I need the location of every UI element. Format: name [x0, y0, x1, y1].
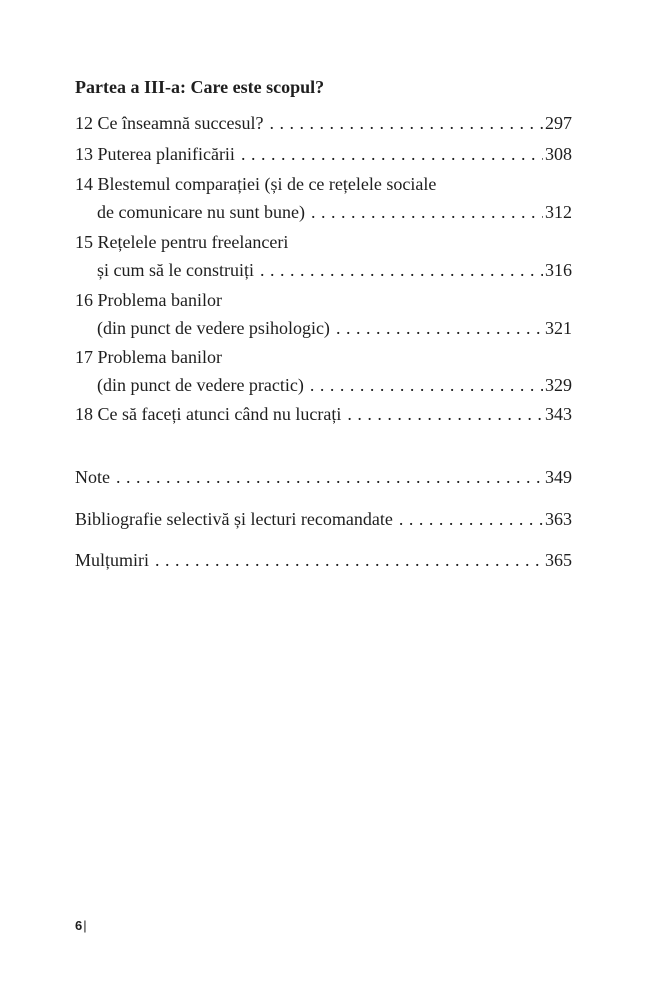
dot-leader — [260, 259, 543, 281]
toc-entry-title: 14 Blestemul comparației (și de ce rețelele sociale — [75, 174, 437, 194]
dot-leader — [116, 466, 543, 488]
toc-entry[interactable] — [75, 403, 572, 425]
toc-entry-line — [75, 231, 572, 253]
dot-leader — [336, 317, 543, 339]
toc-entry-title: 15 Rețelele pentru freelanceri — [75, 232, 289, 252]
toc-entry-page: 316 — [545, 260, 572, 280]
toc-entry[interactable] — [75, 231, 572, 281]
toc-entry-line — [75, 289, 572, 311]
dot-leader — [155, 549, 543, 571]
toc-entry-title: 18 Ce să faceți atunci când nu lucrați — [75, 404, 342, 424]
page-number — [75, 918, 87, 934]
toc-entry[interactable] — [75, 289, 572, 339]
toc-entry-page: 312 — [545, 202, 572, 222]
toc-entry-subtitle: și cum să le construiți — [97, 260, 254, 280]
dot-leader — [241, 143, 543, 165]
toc-entry-title: 12 Ce înseamnă succesul? — [75, 113, 264, 133]
toc-entry-title: 16 Problema banilor — [75, 290, 222, 310]
dot-leader — [269, 112, 543, 134]
toc-entry-page: 329 — [545, 375, 572, 395]
toc-entry[interactable] — [75, 143, 572, 165]
toc-entry-line — [75, 403, 572, 425]
toc-entry-page: 365 — [545, 550, 572, 570]
toc-entry-line — [75, 173, 572, 195]
dot-leader — [311, 201, 543, 223]
page-number-value: 6 — [75, 918, 83, 933]
toc-entry-title: Mulțumiri — [75, 550, 150, 570]
toc-entry[interactable] — [75, 346, 572, 396]
toc-entry-line — [75, 317, 572, 339]
toc-entry-page: 308 — [545, 144, 572, 164]
toc-entry-line — [75, 259, 572, 281]
toc-entry-page: 343 — [545, 404, 572, 424]
toc-entry-subtitle: (din punct de vedere practic) — [97, 375, 304, 395]
toc-entry-line — [75, 374, 572, 396]
toc-entry-subtitle: (din punct de vedere psihologic) — [97, 318, 330, 338]
dot-leader — [347, 403, 543, 425]
toc-entry-page: 363 — [545, 509, 572, 529]
toc-back-matter-entry[interactable] — [75, 466, 572, 488]
toc-entry-title: Bibliografie selectivă și lecturi recomandate — [75, 509, 393, 529]
toc-entry-title: 17 Problema banilor — [75, 347, 222, 367]
toc-entry-page: 321 — [545, 318, 572, 338]
toc-entry-page: 297 — [545, 113, 572, 133]
page-number-separator: | — [83, 918, 87, 933]
dot-leader — [310, 374, 543, 396]
toc-entry-page: 349 — [545, 467, 572, 487]
dot-leader — [399, 508, 543, 530]
toc-back-matter-entry[interactable] — [75, 549, 572, 571]
toc-entry[interactable] — [75, 112, 572, 134]
toc-entry-line — [75, 346, 572, 368]
toc-entry-title: 13 Puterea planificării — [75, 144, 235, 164]
toc-entry-line — [75, 508, 572, 530]
toc-entry-line — [75, 201, 572, 223]
toc-entry-line — [75, 466, 572, 488]
toc-entry-line — [75, 549, 572, 571]
toc-back-matter-entry[interactable] — [75, 508, 572, 530]
toc-entry-line — [75, 112, 572, 134]
section-title: Partea a III-a: Care este scopul? — [75, 77, 325, 97]
toc-entry-title: Note — [75, 467, 110, 487]
toc-entry-line — [75, 143, 572, 165]
toc-entry-subtitle: de comunicare nu sunt bune) — [97, 202, 305, 222]
toc-entry[interactable] — [75, 173, 572, 223]
